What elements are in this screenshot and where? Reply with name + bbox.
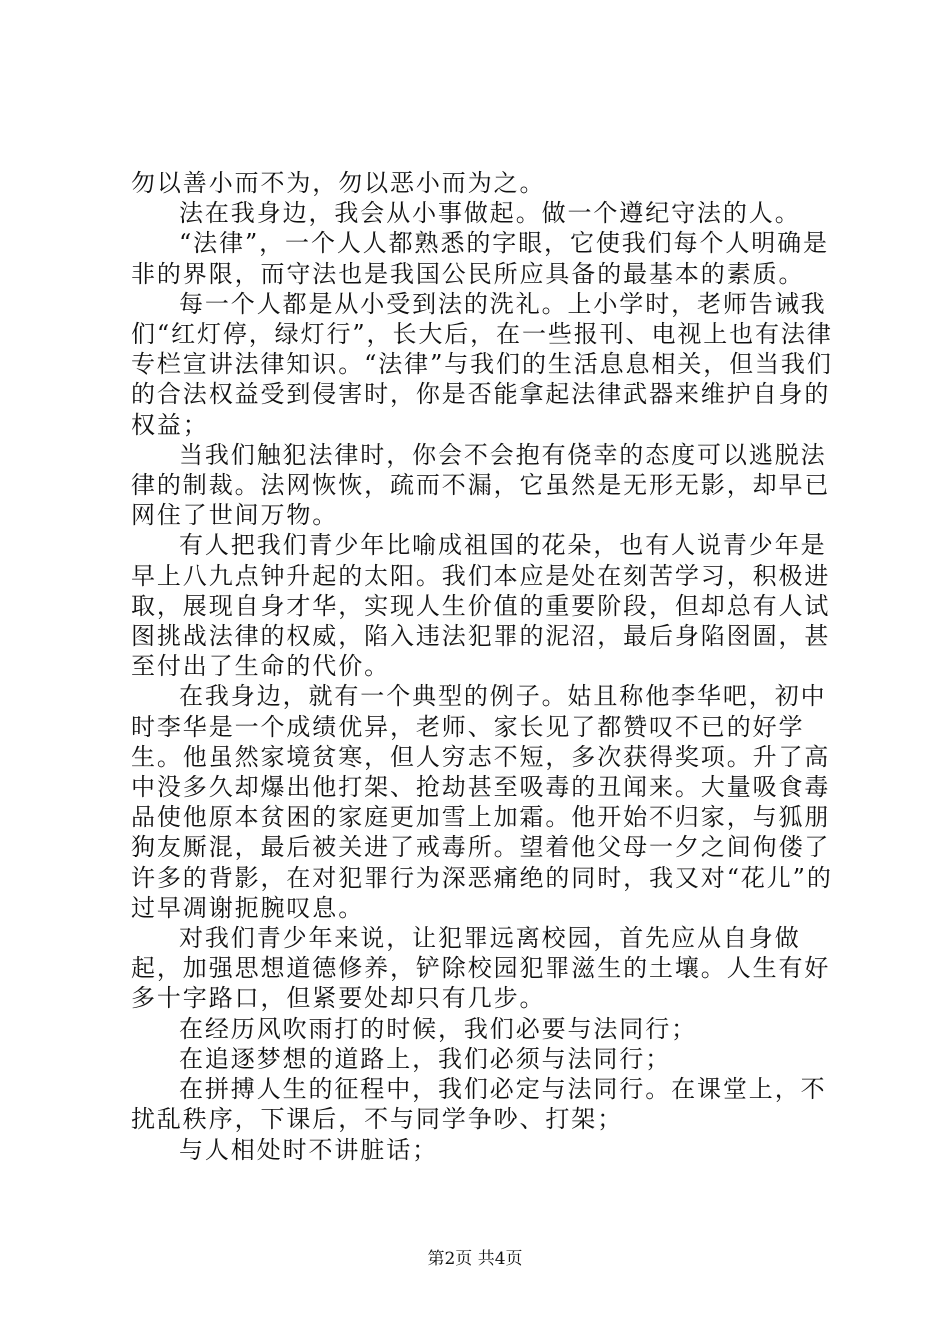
paragraph: 勿以善小而不为，勿以恶小而为之。: [131, 169, 546, 197]
paragraph: 在追逐梦想的道路上，我们必须与法同行；: [179, 1044, 672, 1073]
paragraph: “法律”，一个人人都熟悉的字眼，它使我们每个人明确是非的界限，而守法也是我国公民所应具备的最基本的素质。: [131, 229, 829, 288]
paragraph: 有人把我们青少年比喻成祖国的花朵，也有人说青少年是早上八九点钟升起的太阳。我们本应是处在刻苦学习，积极进取，展现自身才华，实现人生价值的重要阶段，但却总有人试图挑战法律的权威，陷入违法犯罪的泥沼，最后身陷囹圄，甚至付出了生命的代价。: [131, 531, 831, 681]
paragraph: 在我身边，就有一个典型的例子。姑且称他李华吧，初中时李华是一个成绩优异，老师、家长见了都赞叹不已的好学生。他虽然家境贫寒，但人穷志不短，多次获得奖项。升了高中没多久却爆出他打架、抢劫甚至吸毒的丑闻来。大量吸食毒品使他原本贫困的家庭更加雪上加霜。他开始不归家，与狐朋狗友厮混，最后被关进了戒毒所。望着他父母一夕之间佝偻了许多的背影，在对犯罪行为深恶痛绝的同时，我又对“花儿”的过早凋谢扼腕叹息。: [131, 682, 833, 922]
document-body: [131, 168, 843, 1165]
paragraph: 每一个人都是从小受到法的洗礼。上小学时，老师告诫我们“红灯停，绿灯行”，长大后，在一些报刊、电视上也有法律专栏宣讲法律知识。“法律”与我们的生活息息相关，但当我们的合法权益受到侵害时，你是否能拿起法律武器来维护自身的权益；: [131, 289, 833, 439]
paragraph: 与人相处时不讲脏话；: [179, 1135, 438, 1164]
paragraph: 在拼搏人生的征程中，我们必定与法同行。在课堂上，不扰乱秩序，下课后，不与同学争吵、打架；: [131, 1075, 827, 1134]
paragraph: 当我们触犯法律时，你会不会抱有侥幸的态度可以逃脱法律的制裁。法网恢恢，疏而不漏，它虽然是无形无影，却早已网住了世间万物。: [131, 440, 831, 530]
page-number-footer: 第2页 共4页: [427, 1249, 523, 1269]
paragraph: 法在我身边，我会从小事做起。做一个遵纪守法的人。: [179, 199, 801, 228]
paragraph: 对我们青少年来说，让犯罪远离校园，首先应从自身做起，加强思想道德修养，铲除校园犯罪滋生的土壤。人生有好多十字路口，但紧要处却只有几步。: [131, 924, 831, 1013]
paragraph: 在经历风吹雨打的时候，我们必要与法同行；: [179, 1014, 697, 1043]
